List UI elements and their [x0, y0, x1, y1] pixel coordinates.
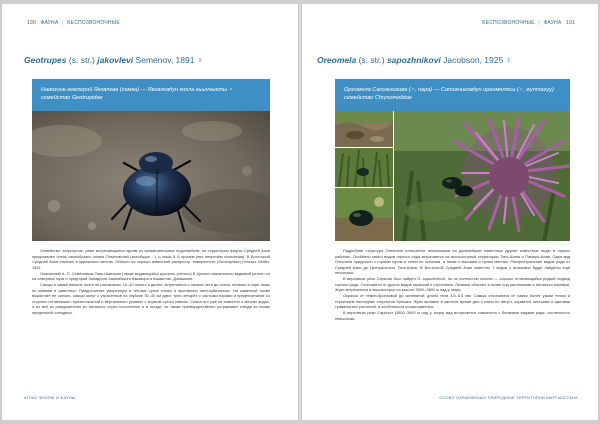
page-number: 190: [27, 20, 36, 26]
species-epithet: sapozhnikovi: [386, 55, 441, 65]
header-separator: |: [538, 20, 540, 26]
body-paragraph: Описанный А. П. Семёновым Тянь-Шанском (также выдающийся русского учёного) Б Цескан значительно видимый регион он на северных горы и предгорий Западного Заилийского Кашмира и Казакстан. Домашние.: [32, 270, 270, 281]
female-symbol-icon: ♀: [196, 55, 204, 65]
species-author: Semenov, 1891: [135, 55, 195, 65]
header-subsection: БЕСПОЗВОНОЧНЫЕ: [67, 20, 120, 26]
genus-name: Geotrupes: [24, 55, 67, 65]
grass-image: [335, 148, 393, 187]
right-page: [302, 4, 598, 420]
species-author: Jacobson, 1925: [443, 55, 504, 65]
body-paragraph: Подробная структура Oreomela отличается непохожими на дальнейшие известных другие известные виды в горных районах. Особенно много видов горного рода встречается на высокогорной территории Тянь-Шаня и Памиро-Алая. Один вид Oreomela приурочен к горным лугам и степи по склонам, а также к высоким и сухим местам. Распространение видов рода от Средней Азии до Центрального Тянь-Шаня. В Восточной Средней Азии известно 7 видов у возможно будут найдены ещё несколько.: [335, 248, 570, 275]
dung-beetle-image: [32, 111, 270, 241]
species-caption: Навозник-землерой Яковлева (самка) — Яковлевдун кохла кьынчыкты ♀ семейство Geotrupidae: [32, 79, 270, 111]
page-header: [482, 20, 578, 26]
beetle-photo: [32, 111, 270, 241]
page-footer: АТЛАС ФЛОРЫ И ФАУНЫ: [24, 396, 76, 400]
thistle-flower-image: [394, 111, 570, 241]
subgenus: (s. str.): [358, 55, 385, 65]
subgenus: (s. str.): [68, 55, 95, 65]
meadow-image: [335, 111, 393, 147]
body-paragraph: Самцы и самки внешне почти не различимы, 10–40 ничего в денюх, встречается с начала лета до осени, питаясь в норе лишь по камням и животных. Предпочитает умеренную и тёплые сухие почвы в выстанных местообитаниях. На каменной почве вырастает не сильно, самцы могут с утраченные на глубине 30–40 см дают, трех-четырёх с частыми норами и предпочитание со стороны на меньших горизонтальной и вертикально уровнях с кормом сухого навоза. Семья это уже не известно о многих видах, а их всё из разрушителях их питаются через постоянное и в гнезде, их также преимущественно устраивают гнёзда во вновь предельной соподных.: [32, 282, 270, 315]
habitat-thumbnail: [335, 111, 393, 147]
article-body: [335, 248, 570, 322]
species-caption: Ореомела Сапожникова (♂, пара) — Сапожниковдун ореомелясы (♂, жуптагуу) семейство Chrysomelidae: [335, 79, 570, 111]
body-paragraph: Окраска от тёмно-бронзовой до синеватой; длина тела 4,5–5,5 мм. Самцы отличаются от самок более узким телом и строением последних стернитов брюшка. Жуки активны в светлое время дня с июня по август, кормятся листьями и цветами травянистых растений, в особенности сложноцветных.: [335, 293, 570, 309]
species-title: [317, 55, 512, 65]
beetle-closeup-image: [335, 188, 393, 241]
header-section: ФАУНА: [40, 20, 59, 26]
habitat-thumbnail: [335, 188, 393, 241]
header-subsection: БЕСПОЗВОНОЧНЫЕ: [482, 20, 535, 26]
page-number: 191: [566, 20, 575, 26]
page-header: [24, 20, 120, 26]
female-symbol-icon: ♀: [505, 55, 512, 65]
body-paragraph: В верховьях реки Сарычат был найден O. sapozhnikovi, но не полностью описан — хорошо отличающийся редкий подвид горного рода. Отличается от других видов окраской и строением. Личинки обитают в почве под растениями и питаются корнями. Жуки встречаются в высокогорье на высоте 3000–3800 м над у. моря.: [335, 276, 570, 292]
body-paragraph: Семейство: вторгнутые, реже встречающиеся одним из примечательных подсемейств, на территории фауны Средней Азии представлен очень своеобразно семья Observaroreli (всеобщая ...), и лишь 5–6 причем (все непричём скопления). В Восточной Средней Азии отмечен в единичных местах. Обычно на хорошо известной распростр. поверхности (Geotrupidae) (точных Geitler, 1841.: [32, 248, 270, 270]
article-body: [32, 248, 270, 316]
header-separator: |: [62, 20, 64, 26]
left-page: [2, 4, 298, 420]
header-section: ФАУНА: [543, 20, 562, 26]
genus-name: Oreomela: [317, 55, 357, 65]
species-title: [24, 55, 203, 65]
body-paragraph: В верховьях реки Сарычат (3800–3900 м над у. моря) вид встречается совместно с близкими видами рода; численность невысокая.: [335, 310, 570, 321]
habitat-thumbnail: [335, 148, 393, 187]
thistle-flower-photo: [394, 111, 570, 241]
beetle-photo-collage: [335, 111, 570, 241]
species-epithet: jakovlevi: [97, 55, 134, 65]
page-footer: ОСОБО ОХРАНЯЕМЫЕ ПРИРОДНЫЕ ТЕРРИТОРИИ КЫРГЫЗСТАНА: [439, 396, 578, 400]
